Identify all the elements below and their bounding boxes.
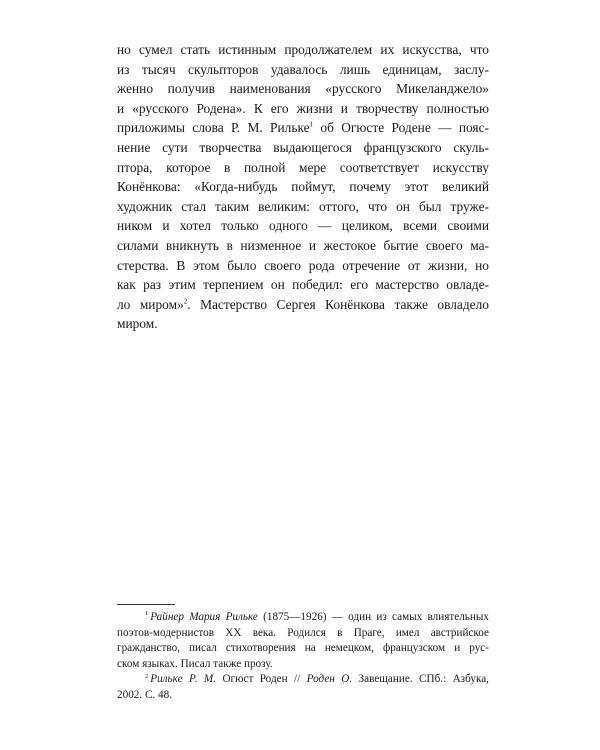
footnote-divider (117, 604, 175, 605)
footnote-mark: 2 (145, 672, 149, 680)
footnote-1-line: поэтов-модернистов XX века. Родился в Праге, имел австрийское (117, 626, 489, 639)
text-line: стерства. В этом было своего рода отречение от жизни, но (117, 257, 489, 273)
footnote-2-line: 2002. С. 48. (117, 688, 173, 701)
footnote-1-line (117, 610, 489, 626)
text-fragment: приложимы слова Р. М. Рильке (117, 120, 310, 136)
footnote-1-line: гражданство, писал стихотворения на немецком, французском и рус- (117, 642, 489, 655)
footnote-text: Огюст Роден // (216, 673, 307, 686)
text-line (117, 118, 489, 138)
text-fragment: об Огюсте Родене — пояс- (320, 120, 489, 136)
footnote-ref: 2 (183, 297, 188, 306)
footnote-1-line: ском языках. Писал также прозу. (117, 657, 273, 670)
text-line: из тысяч скульпторов удавалось лишь единицам, заслу- (117, 61, 489, 77)
text-fragment: . Мастерство Сергея Конёнкова также овладело (187, 296, 489, 312)
text-line: женно получив наименования «русского Микеланджело» (117, 81, 489, 97)
text-line: силами вникнуть в низменное и жестокое бытие своего ма- (117, 237, 489, 253)
footnote-author: Рильке Р. М. (150, 673, 217, 686)
text-line: миром. (117, 316, 158, 332)
text-fragment: ло миром» (117, 296, 184, 312)
footnote-text: Завещание. СПб.: Азбука, (352, 673, 489, 686)
text-line (117, 295, 489, 315)
footnote-name: Райнер Мария Рильке (150, 611, 258, 623)
text-line: и «русского Родена». К его жизни и творчеству полностью (117, 100, 489, 116)
text-line: ником и хотел только одного — целиком, всеми своими (117, 218, 489, 234)
text-line: но сумел стать истинным продолжателем их искусства, что (117, 42, 489, 57)
text-line: птора, которое в полной мере соответствует искусству (117, 159, 489, 175)
footnote-ref: 1 (309, 120, 314, 129)
footnote-author: Роден О. (306, 673, 353, 686)
footnote-text: (1875—1926) — один из самых влиятельных (257, 611, 489, 623)
footnotes (117, 610, 489, 704)
text-line: Конёнкова: «Когда-нибудь поймут, почему этот великий (117, 179, 489, 195)
footnote-2-line (117, 672, 489, 688)
text-line: как раз этим терпением он победил: его мастерство овладе- (117, 277, 489, 293)
text-line: художник стал таким великим: оттого, что он был труже- (117, 198, 489, 214)
footnote-mark: 1 (145, 610, 149, 618)
body-text (117, 40, 489, 334)
text-line: нение сути творчества выдающегося французского скуль- (117, 139, 489, 155)
